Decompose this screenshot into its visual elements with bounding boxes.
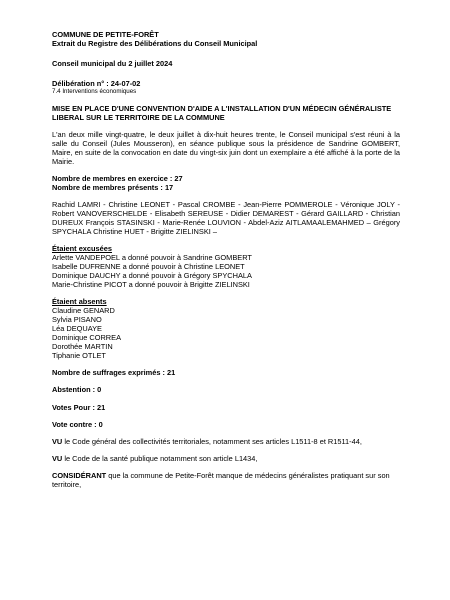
intro-paragraph: L'an deux mille vingt-quatre, le deux juillet à dix-huit heures trente, le Conseil municipal s'est réuni à la salle du Conseil (Jules Mousseron), en séance publique sous la présidence de Sandrine GOMBERT, Maire, en suite de la convocation en date du vingt-six juin dont un exemplaire a été affiché à la porte de la Mairie. xyxy=(52,129,400,166)
vu-csp xyxy=(52,454,400,463)
absent-item: Dominique CORREA xyxy=(52,333,122,343)
votes-abstention: Abstention : 0 xyxy=(52,385,102,395)
absent-item: Léa DEQUAYE xyxy=(52,324,102,334)
vu-text: le Code général des collectivités territoriales, notamment ses articles L1511-8 et R1511-44, xyxy=(62,436,362,446)
deliberation-number: Délibération n° : 24-07-02 xyxy=(52,79,141,89)
vu-lead: VU xyxy=(52,436,63,446)
present-members-list: Rachid LAMRI - Christine LEONET - Pascal CROMBE - Jean-Pierre POMMEROLE - Véronique JOLY - Robert VANOVERSCHELDE - Elisabeth SEREUSE - Didier DEMAREST - Gérard GAILLARD - Christian DUREUX François STASINSKI - Marie-Renée LOUVION - Abdel-Aziz AITLAMAALEMAHMED – Grégory SPYCHALA Christine HUET - Brigitte ZIELINSKI – xyxy=(52,199,400,237)
excused-item: Marie-Christine PICOT a donné pouvoir à Brigitte ZIELINSKI xyxy=(52,280,250,290)
excused-item: Arlette VANDEPOEL a donné pouvoir à Sandrine GOMBERT xyxy=(52,253,252,263)
absent-item: Tiphanie OTLET xyxy=(52,351,106,361)
absent-title: Étaient absents xyxy=(52,297,107,307)
excused-item: Isabelle DUFRENNE a donné pouvoir à Christine LEONET xyxy=(52,262,245,272)
considerant-text: que la commune de Petite-Forêt manque de médecins généralistes pratiquant sur son territoire, xyxy=(52,470,390,489)
considerant-lead: CONSIDÉRANT xyxy=(52,470,107,480)
vu-lead: VU xyxy=(52,453,63,463)
members-in-office: Nombre de membres en exercice : 27 xyxy=(52,173,183,183)
excused-item: Dominique DAUCHY a donné pouvoir à Grégory SPYCHALA xyxy=(52,271,252,281)
vu-cgct xyxy=(52,437,400,446)
absent-item: Claudine GENARD xyxy=(52,306,115,316)
considerant xyxy=(52,471,400,489)
meeting-title: Conseil municipal du 2 juillet 2024 xyxy=(52,59,173,69)
votes-expressed: Nombre de suffrages exprimés : 21 xyxy=(52,368,176,378)
commune-name: COMMUNE DE PETITE-FORÊT xyxy=(52,30,159,39)
absent-item: Dorothée MARTIN xyxy=(52,342,113,352)
deliberation-category: 7.4 Interventions économiques xyxy=(52,88,137,96)
votes-against: Vote contre : 0 xyxy=(52,419,103,429)
register-extract: Extrait du Registre des Délibérations du Conseil Municipal xyxy=(52,39,258,49)
deliberation-subject: MISE EN PLACE D'UNE CONVENTION D'AIDE A L'INSTALLATION D'UN MÉDECIN GÉNÉRALISTE LIBERAL SUR LE TERRITOIRE DE LA COMMUNE xyxy=(52,103,392,122)
votes-for: Votes Pour : 21 xyxy=(52,402,106,412)
vu-text: le Code de la santé publique notamment son article L1434, xyxy=(62,453,258,463)
absent-item: Sylvia PISANO xyxy=(52,315,102,325)
members-present: Nombre de membres présents : 17 xyxy=(52,182,174,192)
excused-title: Étaient excusées xyxy=(52,244,112,254)
